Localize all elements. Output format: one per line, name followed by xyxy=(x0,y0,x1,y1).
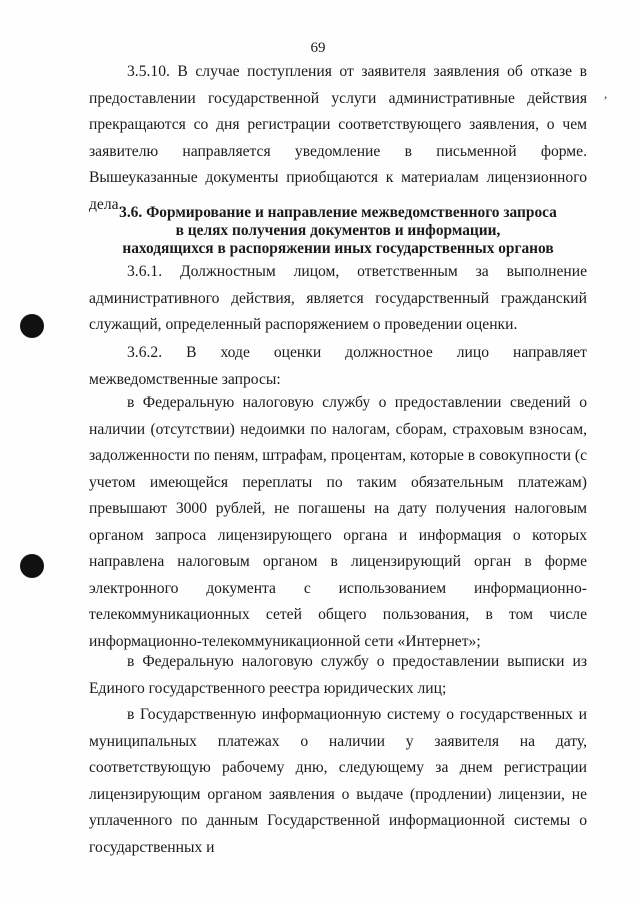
paragraph-tax-registry: в Федеральную налоговую службу о предоставлении выписки из Единого государственного реестра юридических лиц; xyxy=(89,653,587,697)
paragraph-3-5-10: 3.5.10. В случае поступления от заявителя заявления об отказе в предоставлении государственной услуги административные действия прекращаются со дня регистрации соответствующего заявления, о чем заявителю направляется уведомление в письменной форме. Вышеуказанные документы приобщаются к материалам лицензионного дела. xyxy=(89,63,587,213)
paragraph-tax-arrears: в Федеральную налоговую службу о предоставлении сведений о наличии (отсутствии) недоимки по налогам, сборам, страховым взносам, задолженности по пеням, штрафам, процентам, которые в совокупности (с учетом имеющейся переплаты по таким обязательным платежам) превышают 3000 рублей, не погашены на дату получения налоговым органом запроса лицензирующего органа и информация о которых направлена налоговым органом в лицензирующий орган в форме электронного документа с использованием информационно-телекоммуникационных сетей общего пользования, в том числе информационно-телекоммуникационной сети «Интернет»; xyxy=(89,394,587,650)
heading-line-1: 3.6. Формирование и направление межведомственного запроса xyxy=(119,204,557,221)
page-number: 69 xyxy=(310,40,326,56)
paragraph-3-6-1-block xyxy=(89,259,587,339)
section-heading-3-6 xyxy=(89,204,587,258)
paragraph-3-6-2: 3.6.2. В ходе оценки должностное лицо направляет межведомственные запросы: xyxy=(89,344,587,388)
paragraph-gis-gmp: в Государственную информационную систему о государственных и муниципальных платежах о наличии у заявителя на дату, соответствующую рабочему дню, следующему за днем регистрации лицензирующим органом заявления о выдаче (продлении) лицензии, не уплаченного по данным Государственной информационной системы о государственных и xyxy=(89,706,587,856)
binder-hole-top xyxy=(20,314,44,338)
paragraph-3-5-10-block xyxy=(89,59,587,218)
paragraph-3-6-1: 3.6.1. Должностным лицом, ответственным за выполнение административного действия, является государственный гражданский служащий, определенный распоряжением о проведении оценки. xyxy=(89,263,587,333)
binder-hole-bottom xyxy=(20,554,44,578)
stray-mark: , xyxy=(604,86,608,101)
paragraph-tax-registry-block xyxy=(89,649,587,702)
paragraph-tax-arrears-block xyxy=(89,390,587,655)
heading-line-2: в целях получения документов и информации, xyxy=(175,222,501,239)
heading-line-3: находящихся в распоряжении иных государственных органов xyxy=(122,240,554,257)
paragraph-gis-gmp-block xyxy=(89,702,587,861)
paragraph-3-6-2-block xyxy=(89,340,587,393)
